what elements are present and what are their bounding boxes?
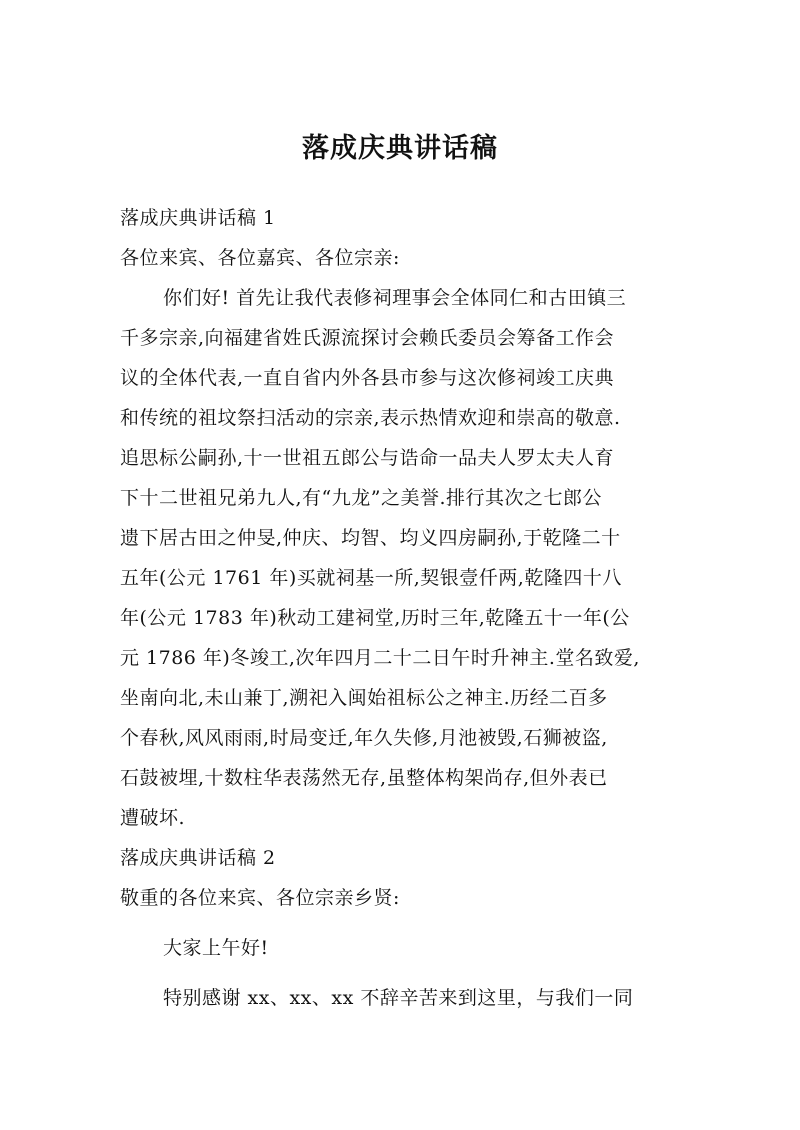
paragraph-line: 遭破坏.: [120, 807, 186, 829]
section-heading-2: 落成庆典讲话稿 2: [120, 847, 276, 869]
paragraph-line: 个春秋,风风雨雨,时局变迁,年久失修,月池被毁,石狮被盗,: [120, 727, 608, 749]
document-title: 落成庆典讲话稿: [302, 133, 498, 164]
paragraph-line: 坐南向北,未山兼丁,溯祀入闽始祖标公之神主.历经二百多: [120, 687, 608, 709]
paragraph-line: 特别感谢 xx、xx、xx 不辞辛苦来到这里，与我们一同: [163, 987, 634, 1009]
section-heading-1: 落成庆典讲话稿 1: [120, 207, 276, 229]
paragraph-line: 遗下居古田之仲旻,仲庆、均智、均义四房嗣孙,于乾隆二十: [120, 527, 621, 549]
paragraph-line: 石鼓被埋,十数柱华表荡然无存,虽整体构架尚存,但外表已: [120, 767, 608, 789]
paragraph-line: 追思标公嗣孙,十一世祖五郎公与诰命一品夫人罗太夫人育: [120, 447, 615, 469]
paragraph-line: 议的全体代表,一直自省内外各县市参与这次修祠竣工庆典: [120, 367, 615, 389]
paragraph-line: 千多宗亲,向福建省姓氏源流探讨会赖氏委员会筹备工作会: [120, 327, 615, 349]
greeting: 大家上午好!: [163, 937, 269, 959]
paragraph-line: 下十二世祖兄弟九人,有“九龙”之美誉.排行其次之七郎公: [120, 487, 603, 509]
paragraph-line: 和传统的祖坟祭扫活动的宗亲,表示热情欢迎和崇高的敬意.: [120, 407, 621, 429]
paragraph-line: 元 1786 年)冬竣工,次年四月二十二日午时升神主.堂名致爱,: [120, 647, 640, 669]
paragraph-line: 年(公元 1783 年)秋动工建祠堂,历时三年,乾隆五十一年(公: [120, 607, 630, 629]
paragraph-line: 你们好! 首先让我代表修祠理事会全体同仁和古田镇三: [163, 287, 627, 309]
paragraph-line: 五年(公元 1761 年)买就祠基一所,契银壹仟两,乾隆四十八: [120, 567, 622, 589]
salutation-1: 各位来宾、各位嘉宾、各位宗亲:: [120, 247, 400, 269]
salutation-2: 敬重的各位来宾、各位宗亲乡贤:: [120, 887, 400, 909]
